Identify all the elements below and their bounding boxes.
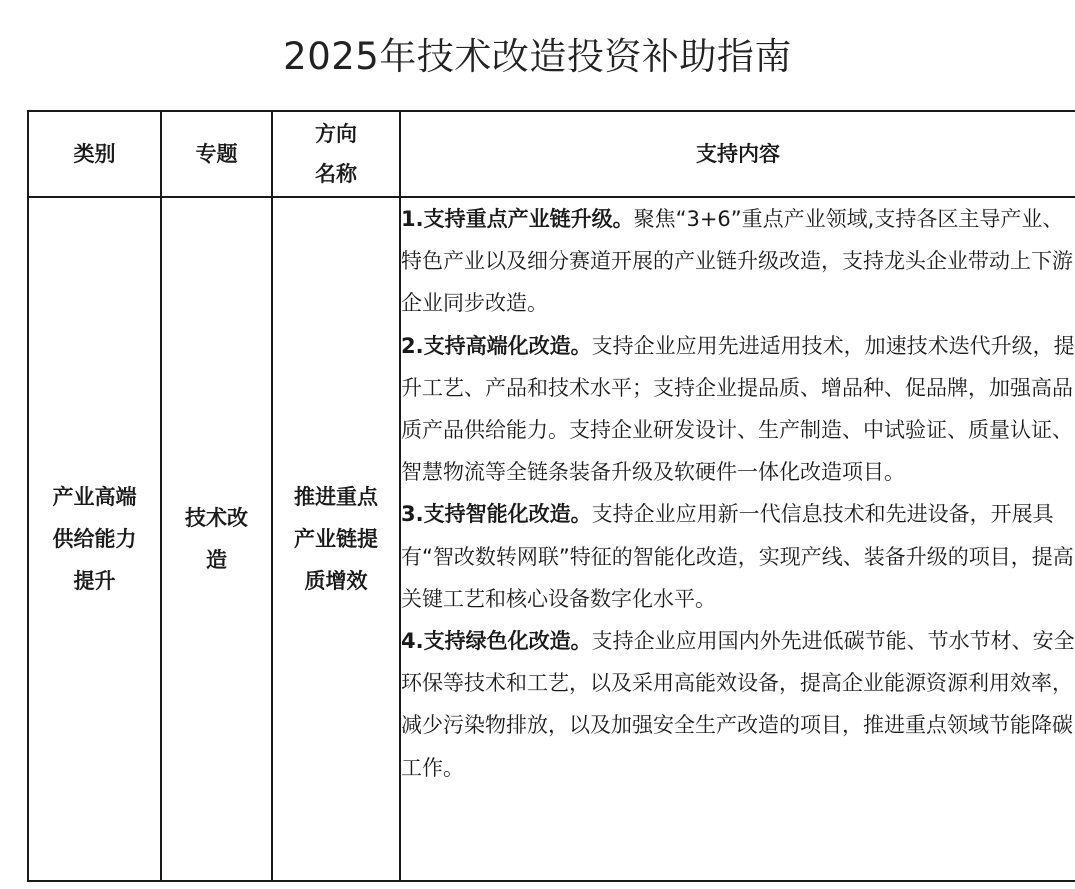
support-item-1 — [401, 198, 1075, 325]
cell-support — [400, 197, 1075, 881]
support-item-2-heading: 2.支持高端化改造。 — [401, 333, 592, 358]
header-topic: 专题 — [161, 111, 272, 197]
support-item-3 — [401, 493, 1075, 620]
cell-direction — [272, 197, 400, 881]
guide-table — [27, 110, 1075, 882]
cell-category-text: 产业高端供给能力提升 — [52, 485, 137, 593]
cell-category — [28, 197, 161, 881]
header-direction — [272, 111, 400, 197]
header-support: 支持内容 — [400, 111, 1075, 197]
support-item-4-heading: 4.支持绿色化改造。 — [401, 629, 592, 654]
cell-topic — [161, 197, 272, 881]
support-item-2 — [401, 325, 1075, 494]
support-item-2-text: 支持企业应用先进适用技术，加速技术迭代升级，提升工艺、产品和技术水平；支持企业提品质、增品种、促品牌，加强高品质产品供给能力。支持企业研发设计、生产制造、中试验证、质量认证、智慧物流等全链条装备升级及软硬件一体化改造项目。 — [401, 333, 1075, 485]
cell-topic-text: 技术改造 — [185, 506, 248, 572]
support-item-1-heading: 1.支持重点产业链升级。 — [401, 207, 634, 231]
support-item-1-text: 聚焦“3+6”重点产业领域,支持各区主导产业、特色产业以及细分赛道开展的产业链升级改造，支持龙头企业带动上下游企业同步改造。 — [401, 207, 1073, 316]
support-item-3-text: 支持企业应用新一代信息技术和先进设备，开展具有“智改数转网联”特征的智能化改造，实现产线、装备升级的项目，提高关键工艺和核心设备数字化水平。 — [401, 502, 1074, 611]
cell-direction-text: 推进重点产业链提质增效 — [294, 485, 378, 593]
table-header-row — [28, 111, 1075, 197]
header-direction-label: 方向名称 — [315, 122, 357, 186]
document-title: 2025年技术改造投资补助指南 — [283, 34, 792, 78]
support-item-4 — [401, 620, 1075, 789]
table-row — [28, 197, 1075, 881]
support-item-4-text: 支持企业应用国内外先进低碳节能、节水节材、安全环保等技术和工艺，以及采用高能效设备，提高企业能源资源利用效率，减少污染物排放，以及加强安全生产改造的项目，推进重点领域节能降碳工作。 — [401, 629, 1075, 780]
header-category: 类别 — [28, 111, 161, 197]
support-item-3-heading: 3.支持智能化改造。 — [401, 502, 592, 527]
